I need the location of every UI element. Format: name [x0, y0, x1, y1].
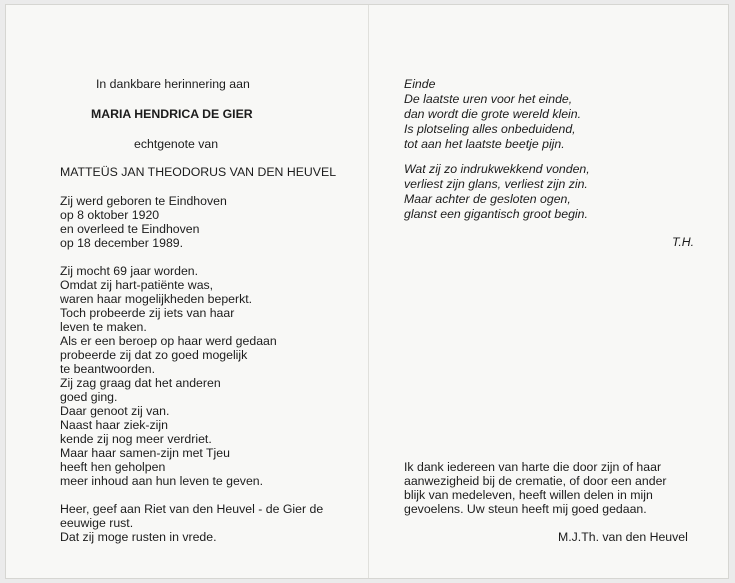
life-line: leven te maken.	[60, 320, 147, 334]
poem-line: Is plotseling alles onbeduidend,	[404, 122, 576, 136]
life-line: heeft hen geholpen	[60, 460, 166, 474]
thanks-line: aanwezigheid bij de crematie, of door een ander	[404, 474, 667, 488]
intro-line: In dankbare herinnering aan	[96, 77, 250, 91]
life-line: te beantwoorden.	[60, 362, 156, 376]
deceased-name: MARIA HENDRICA DE GIER	[91, 107, 253, 121]
life-line: goed ging.	[60, 390, 118, 404]
thanks-line: blijk van medeleven, heeft willen delen in mijn	[404, 488, 653, 502]
life-line: Daar genoot zij van.	[60, 404, 170, 418]
thanks-line: gevoelens. Uw steun heeft mij goed gedaan.	[404, 502, 647, 516]
poem-line: Maar achter de gesloten ogen,	[404, 192, 571, 206]
prayer-line: eeuwige rust.	[60, 516, 134, 530]
life-line: Toch probeerde zij iets van haar	[60, 306, 235, 320]
poem-author: T.H.	[672, 235, 695, 249]
prayer-line: Heer, geef aan Riet van den Heuvel - de Gier de	[60, 502, 324, 516]
life-line: Zij zag graag dat het anderen	[60, 376, 221, 390]
birth-date: op 8 oktober 1920	[60, 208, 160, 222]
life-line: kende zij nog meer verdriet.	[60, 432, 212, 446]
poem-line: Wat zij zo indrukwekkend vonden,	[404, 162, 590, 176]
poem-line: glanst een gigantisch groot begin.	[404, 207, 588, 221]
poem-line: dan wordt die grote wereld klein.	[404, 107, 582, 121]
life-line: Zij mocht 69 jaar worden.	[60, 264, 199, 278]
life-line: meer inhoud aan hun leven te geven.	[60, 474, 264, 488]
prayer-line: Dat zij moge rusten in vrede.	[60, 530, 217, 544]
spouse-name: MATTEÜS JAN THEODORUS VAN DEN HEUVEL	[60, 165, 337, 179]
signature: M.J.Th. van den Heuvel	[558, 530, 688, 544]
poem-title: Einde	[404, 77, 436, 91]
life-line: Als er een beroep op haar werd gedaan	[60, 334, 277, 348]
poem-line: tot aan het laatste beetje pijn.	[404, 137, 565, 151]
life-line: probeerde zij dat zo goed mogelijk	[60, 348, 248, 362]
life-line: Omdat zij hart-patiënte was,	[60, 278, 214, 292]
poem-line: De laatste uren voor het einde,	[404, 92, 573, 106]
death-line: en overleed te Eindhoven	[60, 222, 200, 236]
spouse-label: echtgenote van	[134, 137, 219, 151]
birth-line: Zij werd geboren te Eindhoven	[60, 194, 227, 208]
death-date: op 18 december 1989.	[60, 236, 184, 250]
life-line: waren haar mogelijkheden beperkt.	[60, 292, 253, 306]
poem-line: verliest zijn glans, verliest zijn zin.	[404, 177, 588, 191]
life-line: Maar haar samen-zijn met Tjeu	[60, 446, 230, 460]
fold-line	[368, 5, 369, 578]
life-line: Naast haar ziek-zijn	[60, 418, 168, 432]
thanks-line: Ik dank iedereen van harte die door zijn of haar	[404, 460, 662, 474]
